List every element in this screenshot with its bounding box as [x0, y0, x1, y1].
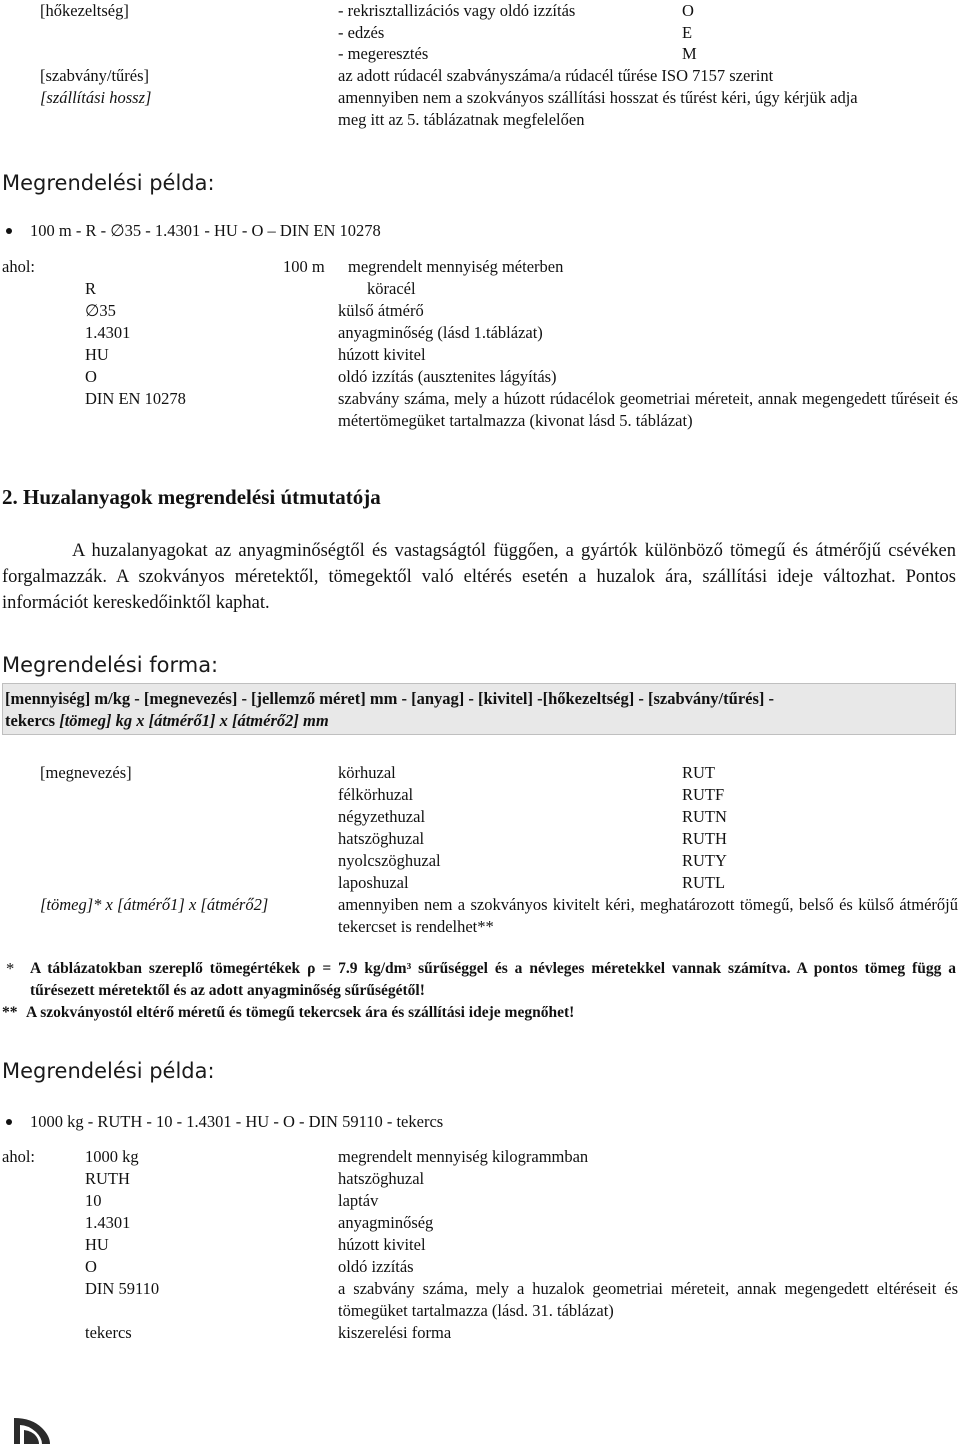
ex1-desc: szabvány száma, mely a húzott rúdacélok geometriai méreteit, annak megengedett tűréseit és métertömegüket tartalmazza (kivonat lásd 5. táblázat): [338, 389, 958, 430]
wire-name: hatszöghuzal: [338, 829, 425, 848]
ahol-label-1: ahol:: [2, 257, 35, 276]
ex2-term: DIN 59110: [85, 1279, 160, 1298]
ex2-term: tekercs: [85, 1323, 132, 1342]
ex2-desc: anyagminőség: [338, 1213, 434, 1232]
wire-name: körhuzal: [338, 763, 396, 782]
order-form-line-1: [mennyiség] m/kg - [megnevezés] - [jellemző méret] mm - [anyag] - [kivitel] -[hőkezeltség] - [szabvány/tűrés] -: [5, 689, 774, 708]
ex2-desc: a szabvány száma, mely a huzalok geometriai méreteit, annak megengedett eltéréseit és tömegüket tartalmazza (lásd. 31. táblázat): [338, 1279, 958, 1320]
ex1-term: DIN EN 10278: [85, 389, 186, 408]
wire-code: RUTN: [682, 807, 727, 826]
ex2-desc: laptáv: [338, 1191, 379, 1210]
ahol-label-2: ahol:: [2, 1147, 35, 1166]
bullet-icon: [6, 1119, 12, 1125]
note-1-mark: *: [6, 959, 15, 978]
wire-code: RUT: [682, 763, 715, 782]
desc-szallitasi-hossz: amennyiben nem a szokványos szállítási hosszat és tűrést kéri, úgy kérjük adja: [338, 88, 858, 107]
wire-code: RUTF: [682, 785, 725, 804]
ex1-term: 1.4301: [85, 323, 131, 342]
ex1-term: HU: [85, 345, 109, 364]
desc-szabvany-tures: az adott rúdacél szabványszáma/a rúdacél tűrése ISO 7157 szerint: [338, 66, 774, 85]
code-e: E: [682, 23, 693, 42]
company-logo-icon: [8, 1412, 56, 1444]
code-o: O: [682, 1, 694, 20]
section-2-paragraph: A huzalanyagokat az anyagminőségtől és vastagságtól függően, a gyártók különböző tömegű és átmérőjű csévéken forgalmazzák. A szokványos méretektől, tömegektől való eltérés esetén a huzalok ára, szállítási ideje változhat. Pontos információt kereskedőinktől kaphat.: [2, 541, 956, 613]
order-form-box: [2, 683, 956, 735]
ex2-desc: oldó izzítás: [338, 1257, 414, 1276]
ex1-term: O: [85, 367, 97, 386]
ex2-desc: megrendelt mennyiség kilogrammban: [338, 1147, 589, 1166]
wire-name: nyolcszöghuzal: [338, 851, 441, 870]
order-example-heading-2: Megrendelési példa:: [2, 1059, 215, 1083]
order-form-tomeg: [tömeg] kg x [átmérő1] x [átmérő2] mm: [55, 711, 329, 730]
ex2-term: HU: [85, 1235, 109, 1254]
ex2-term: RUTH: [85, 1169, 130, 1188]
wire-code: RUTH: [682, 829, 727, 848]
wire-code: RUTL: [682, 873, 726, 892]
section-2-heading: 2. Huzalanyagok megrendelési útmutatója: [2, 485, 381, 509]
ex2-term: O: [85, 1257, 97, 1276]
ex2-desc: kiszerelési forma: [338, 1323, 452, 1342]
desc-szallitasi-hossz-cont: meg itt az 5. táblázatnak megfelelően: [338, 110, 585, 129]
wire-name: laposhuzal: [338, 873, 409, 892]
code-m: M: [682, 44, 697, 63]
tomeg-label: [tömeg]* x [átmérő1] x [átmérő2]: [40, 895, 269, 914]
ex2-term: 1000 kg: [85, 1147, 139, 1166]
desc-megeresztes: - megeresztés: [338, 44, 429, 63]
ex1-desc: köracél: [367, 279, 416, 298]
order-example-line-1: 100 m - R - ∅35 - 1.4301 - HU - O – DIN EN 10278: [30, 221, 381, 240]
ex2-desc: hatszöghuzal: [338, 1169, 425, 1188]
label-hokezeltseg: [hőkezeltség]: [40, 1, 129, 20]
ex1-desc: oldó izzítás (ausztenites lágyítás): [338, 367, 557, 386]
order-form-heading: Megrendelési forma:: [2, 653, 219, 677]
note-2-text: A szokványostól eltérő méretű és tömegű tekercsek ára és szállítási ideje megnőhet!: [26, 1004, 575, 1021]
bullet-icon: [6, 228, 12, 234]
megnevezes-label: [megnevezés]: [40, 763, 132, 782]
desc-edzes: - edzés: [338, 23, 385, 42]
ex2-term: 10: [85, 1191, 102, 1210]
label-szallitasi-hossz: [szállítási hossz]: [40, 88, 152, 107]
ex2-term: 1.4301: [85, 1213, 131, 1232]
order-form-line-2: [5, 710, 329, 732]
order-form-tekercs: tekercs: [5, 711, 56, 730]
ex1-term: R: [85, 279, 97, 298]
wire-name: félkörhuzal: [338, 785, 414, 804]
wire-name: négyzethuzal: [338, 807, 426, 826]
tomeg-desc: amennyiben nem a szokványos kivitelt kéri, meghatározott tömegű, belső és külső átmérőjű tekercset is rendelhet**: [338, 895, 958, 936]
wire-code: RUTY: [682, 851, 727, 870]
note-2-mark: **: [2, 1004, 18, 1021]
order-example-heading-1: Megrendelési példa:: [2, 171, 215, 195]
ex1-desc: anyagminőség (lásd 1.táblázat): [338, 323, 543, 342]
note-1-text: A táblázatokban szereplő tömegértékek ρ = 7.9 kg/dm³ sűrűséggel és a névleges méretekkel vannak számítva. A pontos tömeg függ a tűrésezett méretektől és az adott anyagminőség sűrűségétől!: [30, 960, 956, 999]
ex1-term: 100 m: [283, 257, 325, 276]
ex1-desc: megrendelt mennyiség méterben: [348, 257, 564, 276]
order-example-line-2: 1000 kg - RUTH - 10 - 1.4301 - HU - O - DIN 59110 - tekercs: [30, 1112, 444, 1131]
ex1-term: ∅35: [85, 301, 116, 320]
desc-rekrisztallizacio: - rekrisztallizációs vagy oldó izzítás: [338, 1, 576, 20]
ex1-desc: külső átmérő: [338, 301, 424, 320]
ex2-desc: húzott kivitel: [338, 1235, 426, 1254]
label-szabvany-tures: [szabvány/tűrés]: [40, 66, 150, 85]
ex1-desc: húzott kivitel: [338, 345, 426, 364]
